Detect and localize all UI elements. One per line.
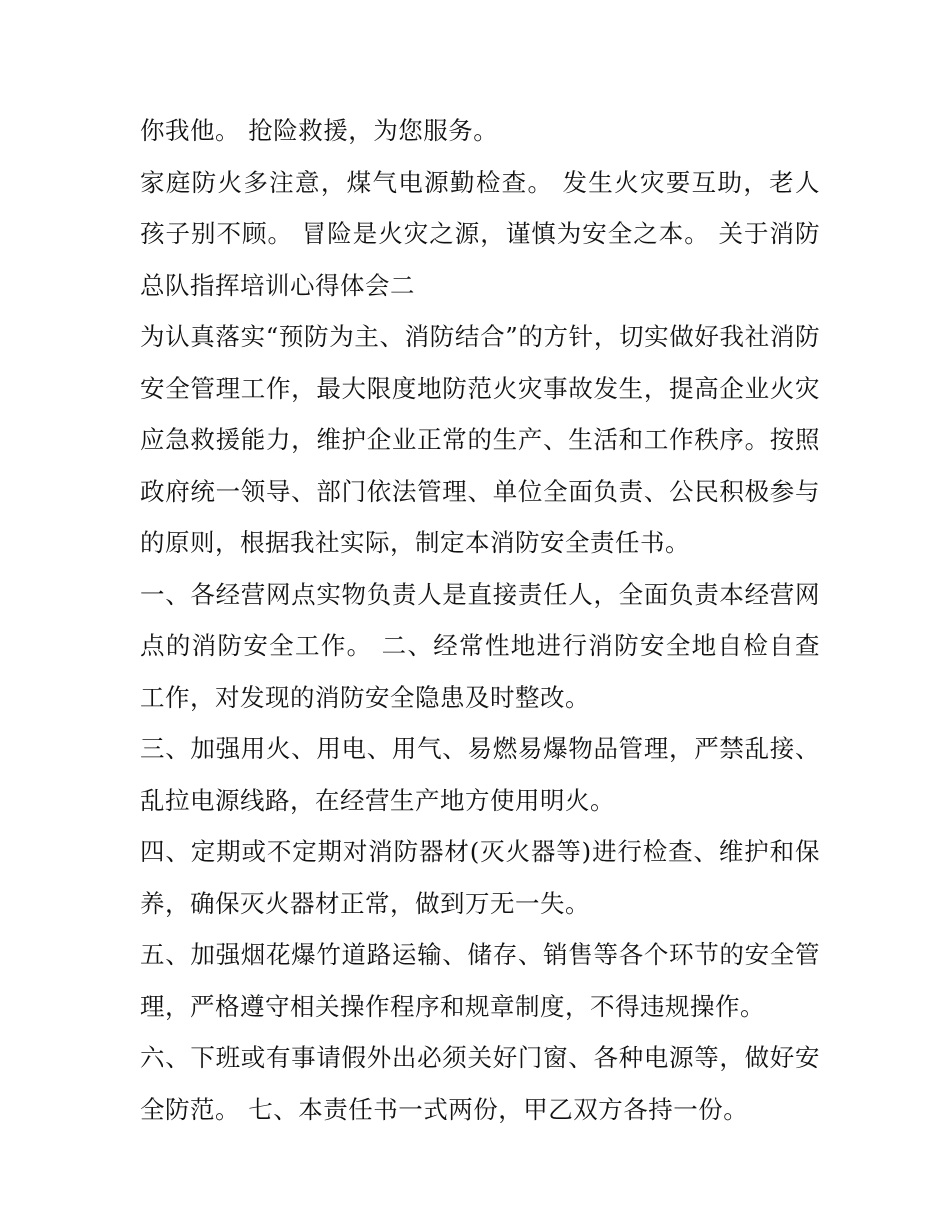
paragraph-7: 五、加强烟花爆竹道路运输、储存、销售等各个环节的安全管理，严格遵守相关操作程序和规章制度，不得违规操作。 [140, 940, 820, 1021]
paragraph-5: 三、加强用火、用电、用气、易燃易爆物品管理，严禁乱接、乱拉电源线路，在经营生产地方使用明火。 [140, 734, 820, 815]
paragraph-8: 六、下班或有事请假外出必须关好门窗、各种电源等，做好安全防范。 七、本责任书一式两份，甲乙双方各持一份。 [140, 1043, 820, 1124]
document-body [140, 105, 820, 1135]
paragraph-1: 你我他。 抢险救援，为您服务。 [140, 116, 499, 145]
paragraph-2: 家庭防火多注意，煤气电源勤检查。 发生火灾要互助，老人孩子别不顾。 冒险是火灾之源，谨慎为安全之本。 关于消防总队指挥培训心得体会二 [140, 167, 820, 300]
paragraph-4: 一、各经营网点实物负责人是直接责任人，全面负责本经营网点的消防安全工作。 二、经常性地进行消防安全地自检自查工作，对发现的消防安全隐患及时整改。 [140, 579, 820, 712]
paragraph-6: 四、定期或不定期对消防器材(灭火器等)进行检查、维护和保养，确保灭火器材正常，做到万无一失。 [140, 837, 820, 918]
paragraph-3: 为认真落实“预防为主、消防结合”的方针，切实做好我社消防安全管理工作，最大限度地防范火灾事故发生，提高企业火灾应急救援能力，维护企业正常的生产、生活和工作秩序。按照政府统一领导、部门依法管理、单位全面负责、公民积极参与的原则，根据我社实际，制定本消防安全责任书。 [140, 322, 820, 557]
